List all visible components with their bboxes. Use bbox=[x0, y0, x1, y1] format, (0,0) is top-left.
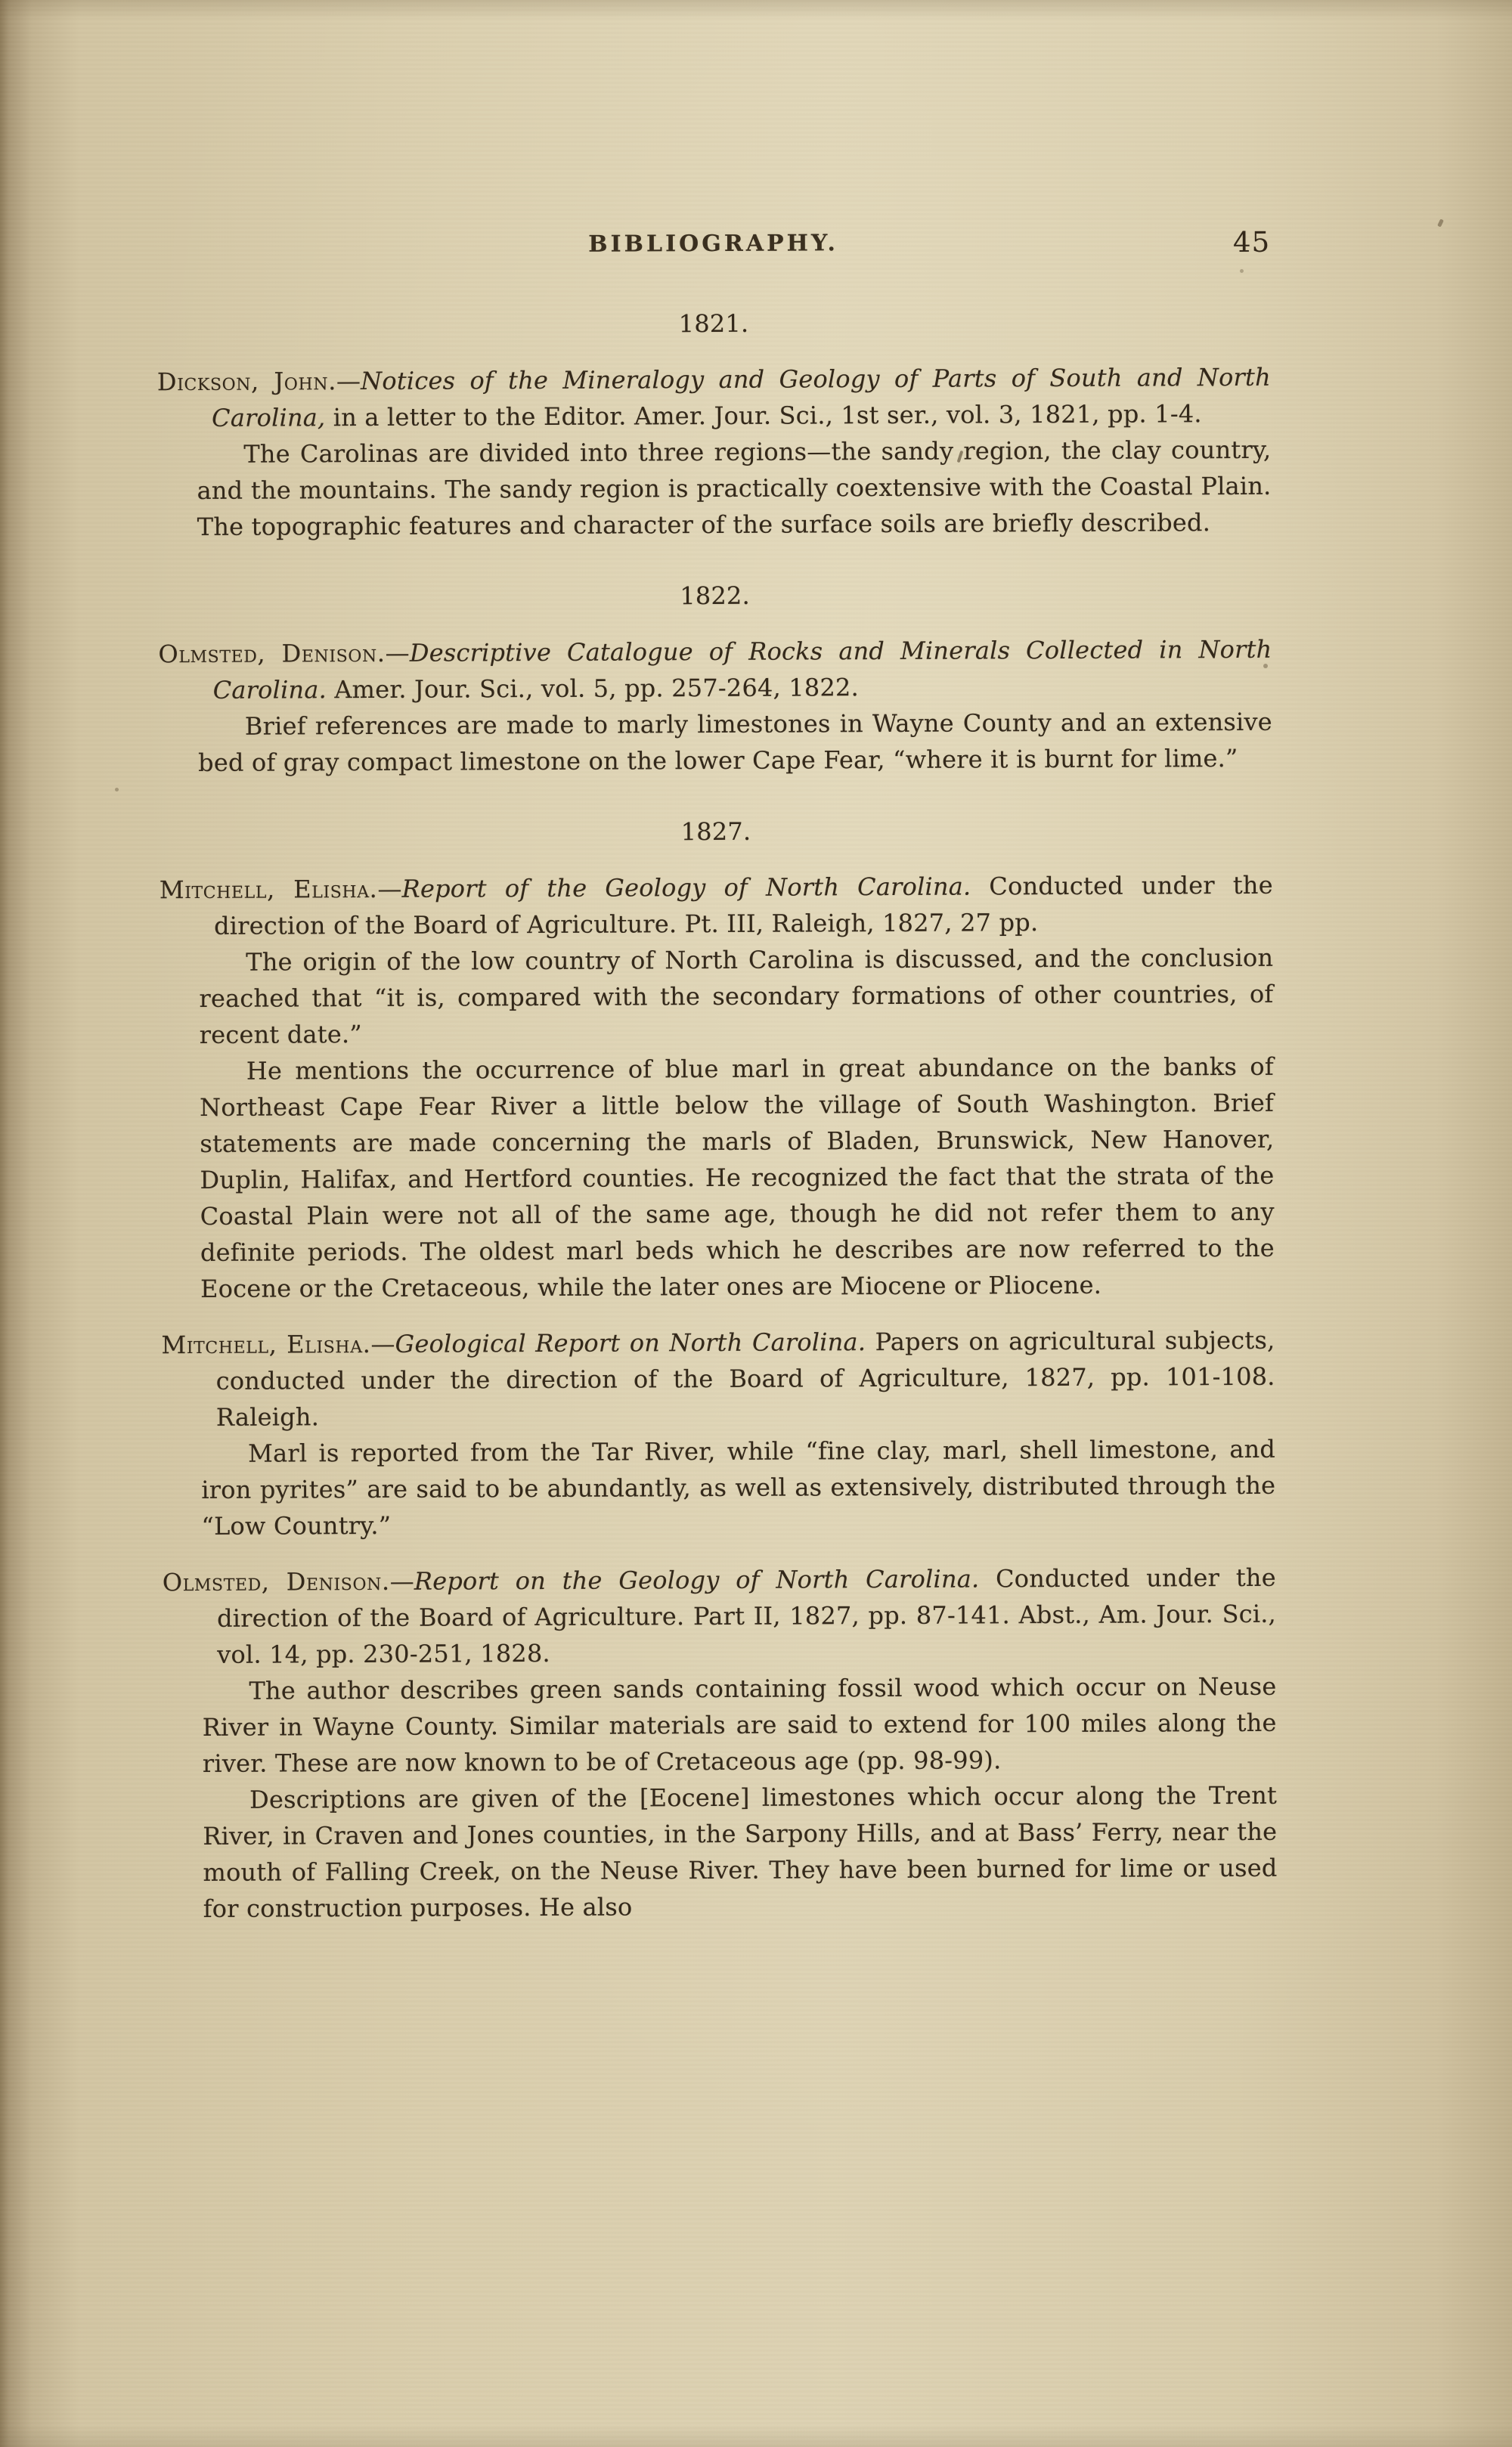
author-title-dash: — bbox=[389, 1566, 414, 1596]
year-section bbox=[159, 811, 1277, 1927]
entry-citation: Conducted under the direction of the Board of Agriculture. Pt. III, Raleigh, 1827, 27 pp. bbox=[213, 870, 1273, 940]
entry-author: Dickson, John. bbox=[156, 367, 337, 397]
bibliography-entry bbox=[160, 867, 1275, 1307]
year-heading: 1827. bbox=[680, 816, 751, 847]
entry-note: He mentions the occurrence of blue marl in great abundance on the banks of Northeast Cape Fear River a little below the village of South Washington. Brief statements are made concerning the marls of Bladen, Brunswick, New Hanover, Duplin, Halifax, and Hertford counties. He recognized the fact that the strata of the Coastal Plain were not all of the same age, though he did not refer them to any definite periods. The oldest marl beds which he describes are now referred to the Eocene or the Cretaceous, while the later ones are Miocene or Pliocene. bbox=[199, 1052, 1275, 1303]
entry-note: Brief references are made to marly limestones in Wayne County and an extensive bed of gray compact limestone on the lower Cape Fear, “where it is burnt for lime.” bbox=[198, 707, 1272, 777]
entry-head bbox=[161, 1322, 1275, 1436]
entry-title: Report of the Geology of North Carolina. bbox=[401, 872, 971, 903]
paper-speck bbox=[115, 788, 119, 791]
entry-citation: Papers on agricultural subjects, conducted under the direction of the Board of Agriculture, 1827, pp. 101-108. Raleigh. bbox=[215, 1325, 1275, 1432]
entry-citation: Amer. Jour. Sci., vol. 5, pp. 257-264, 1822. bbox=[326, 673, 859, 705]
paper-speck bbox=[1437, 218, 1444, 227]
entry-head bbox=[163, 1560, 1277, 1673]
page-header bbox=[156, 225, 1270, 271]
entry-citation: Conducted under the direction of the Board of Agriculture. Part II, 1827, pp. 87-141. Abst., Am. Jour. Sci., vol. 14, pp. 230-251, 1828. bbox=[216, 1563, 1277, 1669]
entry-note: Descriptions are given of the [Eocene] limestones which occur along the Trent River, in Craven and Jones counties, in the Sarpony Hills, and at Bass’ Ferry, near the mouth of Falling Creek, on the Neuse River. They have been burned for lime or used for construction purposes. He also bbox=[203, 1780, 1278, 1923]
entry-title: Geological Report on North Carolina. bbox=[395, 1327, 866, 1358]
entry-note: Marl is reported from the Tar River, while “fine clay, marl, shell limestone, and iron pyrites” are said to be abundantly, as well as extensively, distributed through the “Low Country.” bbox=[201, 1434, 1276, 1541]
entry-author: Mitchell, Elisha. bbox=[159, 874, 378, 905]
bibliography-entry bbox=[161, 1322, 1275, 1544]
page-number: 45 bbox=[1232, 225, 1271, 259]
author-title-dash: — bbox=[385, 638, 410, 668]
entry-note: The Carolinas are divided into three regions—the sandy region, the clay country, and the mountains. The sandy region is practically coextensive with the Coastal Plain. The topographic features and character of the surface soils are briefly described. bbox=[197, 435, 1272, 541]
entry-citation: in a letter to the Editor. Amer. Jour. Sci., 1st ser., vol. 3, 1821, pp. 1-4. bbox=[325, 399, 1202, 432]
author-title-dash: — bbox=[377, 874, 402, 903]
page-content bbox=[156, 225, 1278, 1947]
entry-note: The origin of the low country of North Carolina is discussed, and the conclusion reached that “it is, compared with the secondary formations of other countries, of recent date.” bbox=[199, 943, 1274, 1049]
entry-note: The author describes green sands containing fossil wood which occur on Neuse River in Wayne County. Similar materials are said to extend for 100 miles along the river. These are now known to be of Cretaceous age (pp. 98-99). bbox=[202, 1671, 1277, 1778]
entry-title: Notices of the Mineralogy and Geology of Parts of South and North Carolina, bbox=[212, 362, 1271, 432]
year-heading: 1822. bbox=[680, 581, 751, 611]
author-title-dash: — bbox=[370, 1329, 395, 1358]
entry-head bbox=[160, 867, 1273, 944]
entry-author: Mitchell, Elisha. bbox=[161, 1329, 371, 1360]
bibliography-entry bbox=[158, 631, 1272, 781]
entry-head bbox=[158, 631, 1272, 708]
entry-author: Olmsted, Denison. bbox=[158, 638, 386, 669]
year-heading: 1821. bbox=[678, 308, 749, 339]
year-section bbox=[156, 303, 1271, 545]
entry-title: Report on the Geology of North Carolina. bbox=[414, 1564, 980, 1596]
year-section bbox=[158, 575, 1272, 781]
author-title-dash: — bbox=[336, 367, 361, 396]
entry-author: Olmsted, Denison. bbox=[162, 1566, 390, 1597]
bibliography-entry bbox=[163, 1560, 1278, 1927]
running-head: BIBLIOGRAPHY. bbox=[588, 230, 839, 258]
entry-title: Descriptive Catalogue of Rocks and Minerals Collected in North Carolina. bbox=[212, 634, 1272, 705]
bibliography-entry bbox=[157, 359, 1272, 545]
entry-head bbox=[157, 359, 1271, 436]
